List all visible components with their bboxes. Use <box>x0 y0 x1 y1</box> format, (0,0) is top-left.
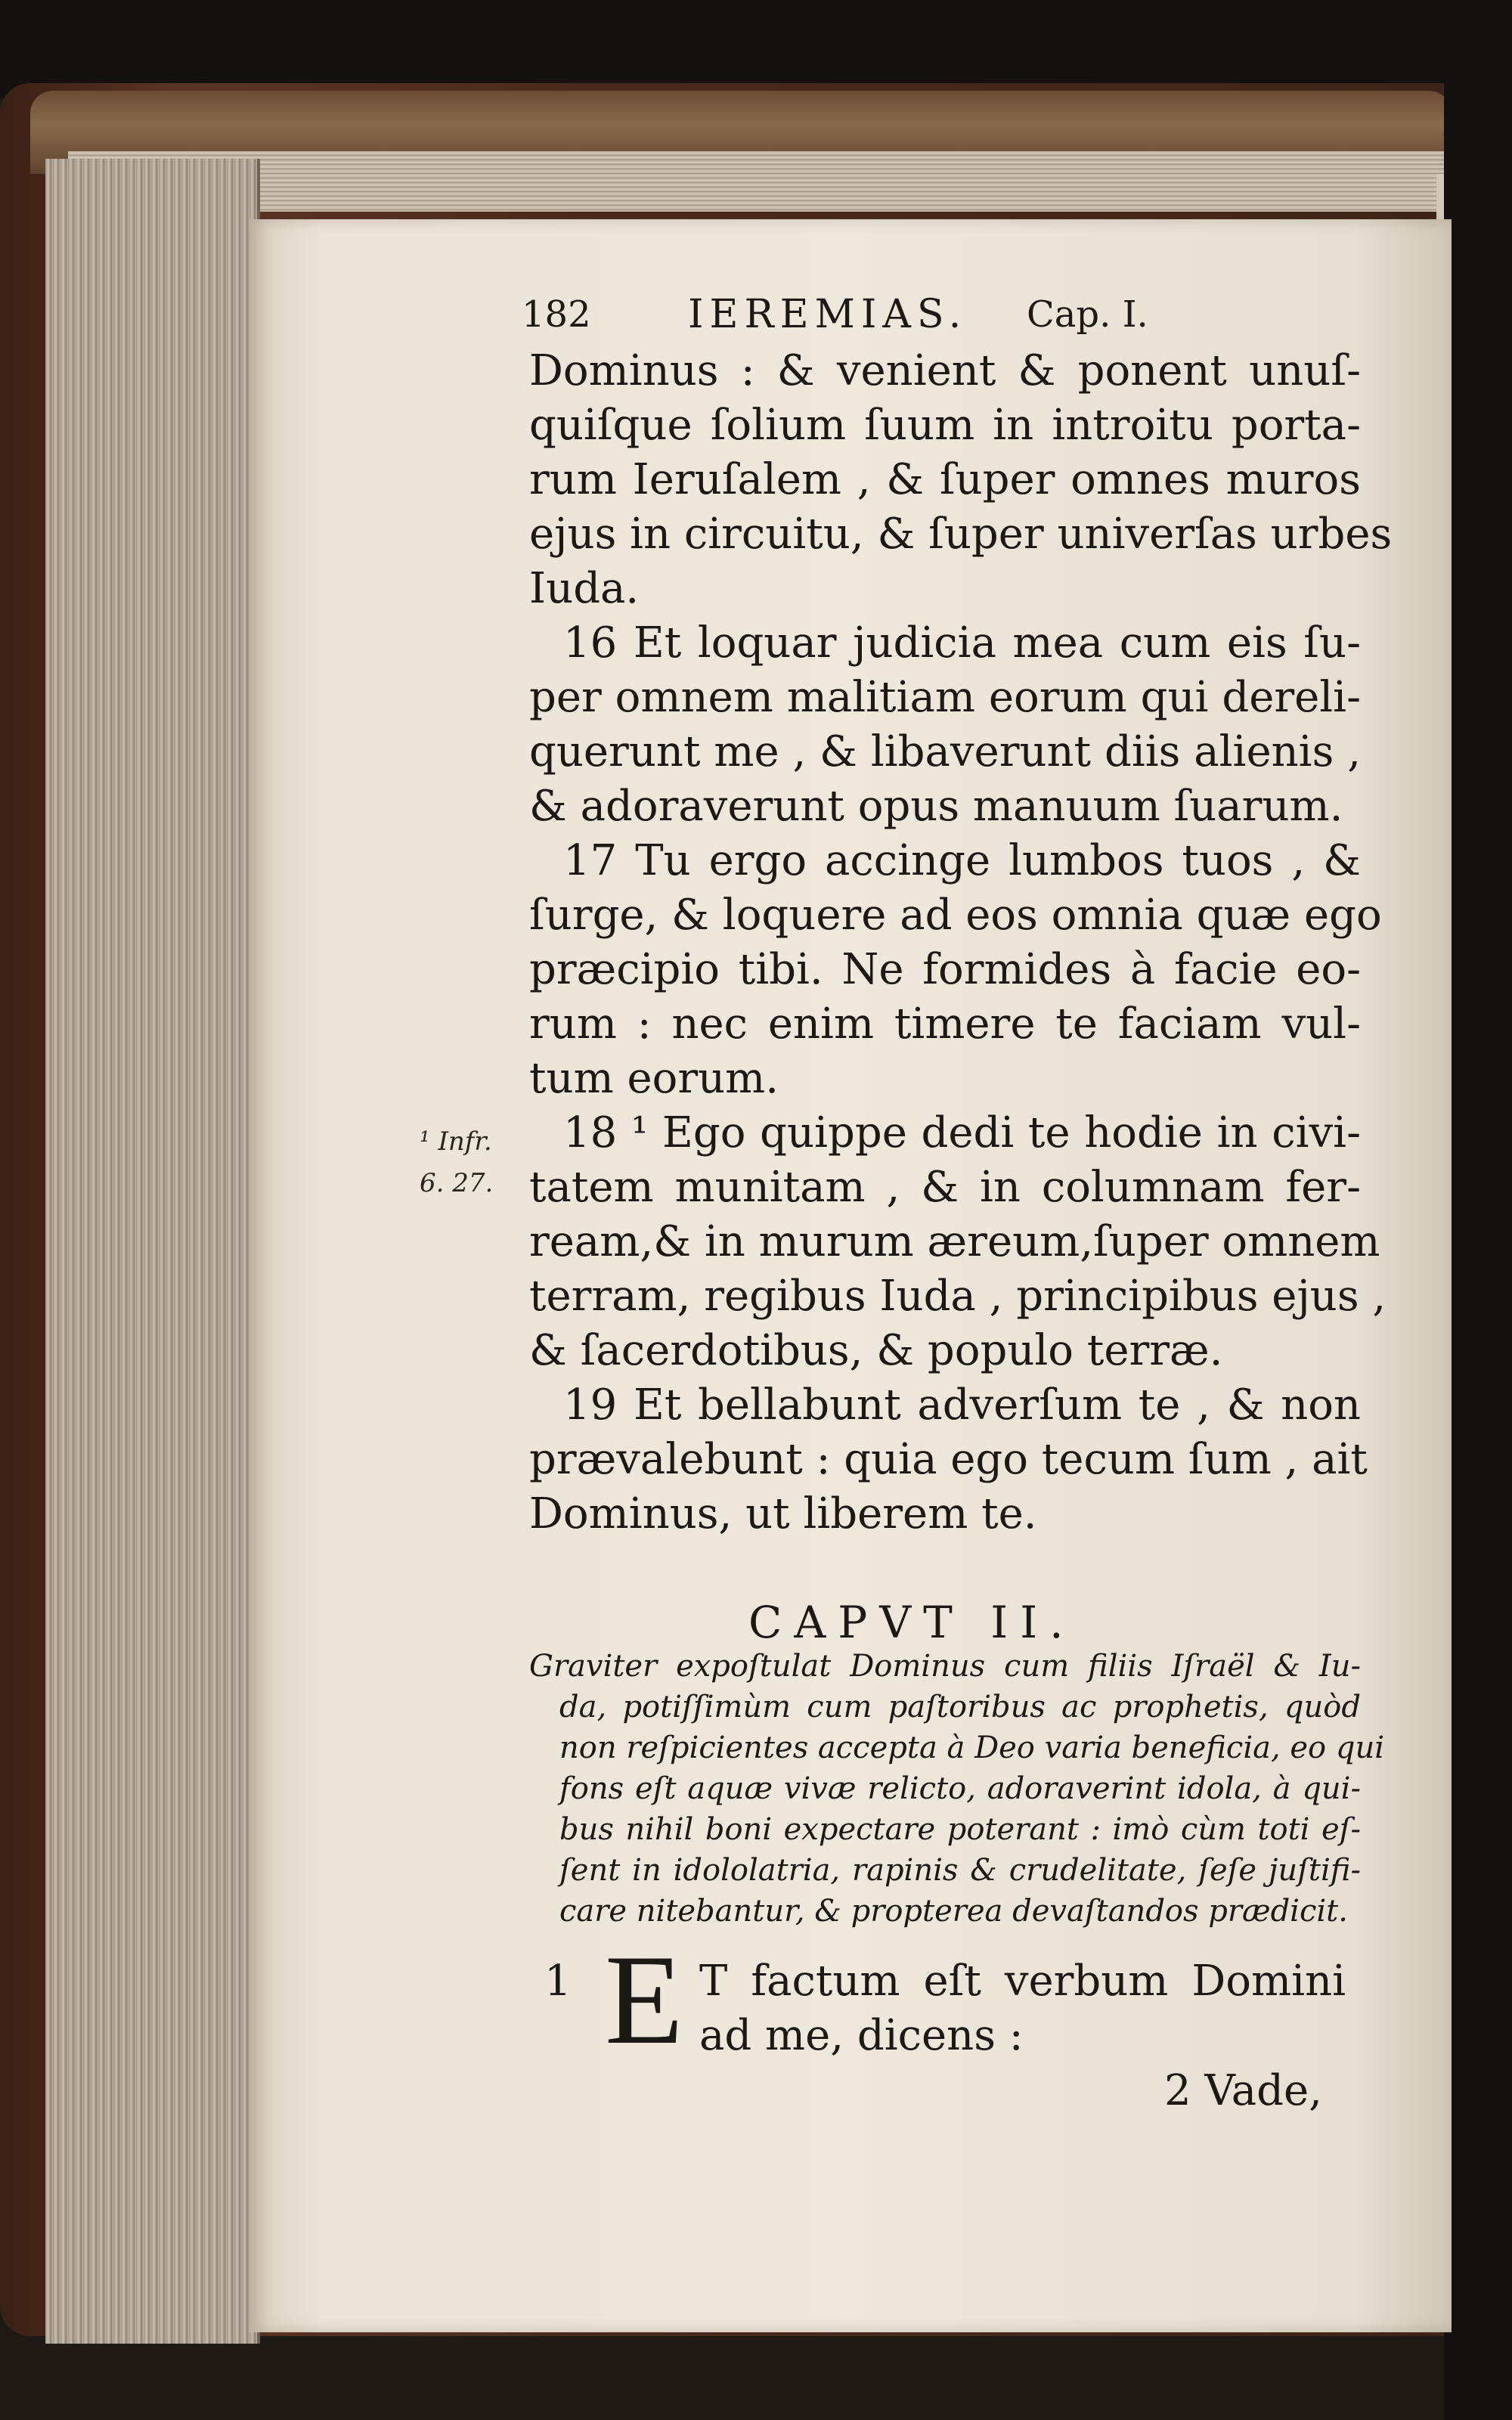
verse-18-line: 18 ¹ Ego quippe dedi te hodie in civi- <box>563 1108 1361 1157</box>
summary-line: bus nihil boni expectare poterant : imò cùm toti eſ- <box>559 1812 1361 1847</box>
running-head <box>522 287 1217 342</box>
margin-note: ¹ Infr. <box>420 1126 492 1157</box>
text-line: Dominus, ut liberem te. <box>529 1489 1037 1538</box>
verse-19-line: 19 Et bellabunt adverſum te , & non <box>563 1380 1361 1430</box>
page-number: 182 <box>522 293 591 336</box>
catchword: 2 Vade, <box>1164 2066 1322 2115</box>
verse-16-line: 16 Et loquar judicia mea cum eis ſu- <box>563 618 1361 668</box>
text-line: rum : nec enim timere te faciam vul- <box>529 999 1361 1049</box>
chapter-heading: CAPVT II. <box>748 1597 1076 1648</box>
text-line: & ſacerdotibus, & populo terræ. <box>529 1326 1223 1375</box>
text-line: præcipio tibi. Ne formides à facie eo- <box>529 945 1361 994</box>
text-line: rum Ieruſalem , & ſuper omnes muros <box>529 455 1361 504</box>
text-line: & adoraverunt opus manuum ſuarum. <box>529 782 1343 831</box>
summary-line: ſent in idololatria, rapinis & crudelitate, ſeſe juſtifi- <box>559 1853 1361 1888</box>
verse-1-line: ad me, dicens : <box>699 2011 1024 2060</box>
text-line: quiſque ſolium ſuum in introitu porta- <box>529 401 1361 450</box>
drop-cap-letter: E <box>605 1929 683 2071</box>
text-line: querunt me , & libaverunt diis alienis , <box>529 727 1361 776</box>
margin-note: 6. 27. <box>420 1168 494 1198</box>
text-line: ſurge, & loquere ad eos omnia quæ ego <box>529 891 1382 940</box>
summary-line: care nitebantur, & propterea devaſtandos prædicit. <box>559 1894 1348 1929</box>
text-line: tum eorum. <box>529 1054 779 1103</box>
verse-17-line: 17 Tu ergo accinge lumbos tuos , & <box>563 836 1361 885</box>
text-line: prævalebunt : quia ego tecum ſum , ait <box>529 1435 1368 1484</box>
summary-line: da, potiſſimùm cum paſtoribus ac prophetis, quòd <box>559 1690 1361 1724</box>
page-block-top <box>68 151 1452 212</box>
verse-1-line: T factum eſt verbum Domini <box>699 1957 1346 2006</box>
text-line: Dominus : & venient & ponent unuſ- <box>529 346 1361 395</box>
text-line: per omnem malitiam eorum qui dereli- <box>529 673 1361 722</box>
verse-number: 1 <box>544 1957 572 2006</box>
text-line: ream,& in murum æreum,ſuper omnem <box>529 1217 1380 1266</box>
chapter-reference: Cap. I. <box>1027 293 1148 336</box>
summary-line: fons eſt aquæ vivæ relicto, adoraverint idola, à qui- <box>559 1771 1361 1806</box>
summary-line: non reſpicientes accepta à Deo varia beneficia, eo qui <box>559 1731 1385 1765</box>
text-line: tatem munitam , & in columnam fer- <box>529 1163 1361 1212</box>
text-line: ejus in circuitu, & ſuper univerſas urbes <box>529 510 1393 559</box>
page-block-left <box>45 159 260 2344</box>
book-title: IEREMIAS. <box>688 292 968 337</box>
text-line: Iuda. <box>529 564 640 613</box>
summary-line: Graviter expoſtulat Dominus cum filiis Iſraël & Iu- <box>529 1649 1361 1684</box>
dark-backdrop-right <box>1444 0 1512 2420</box>
text-line: terram, regibus Iuda , principibus ejus , <box>529 1272 1387 1321</box>
